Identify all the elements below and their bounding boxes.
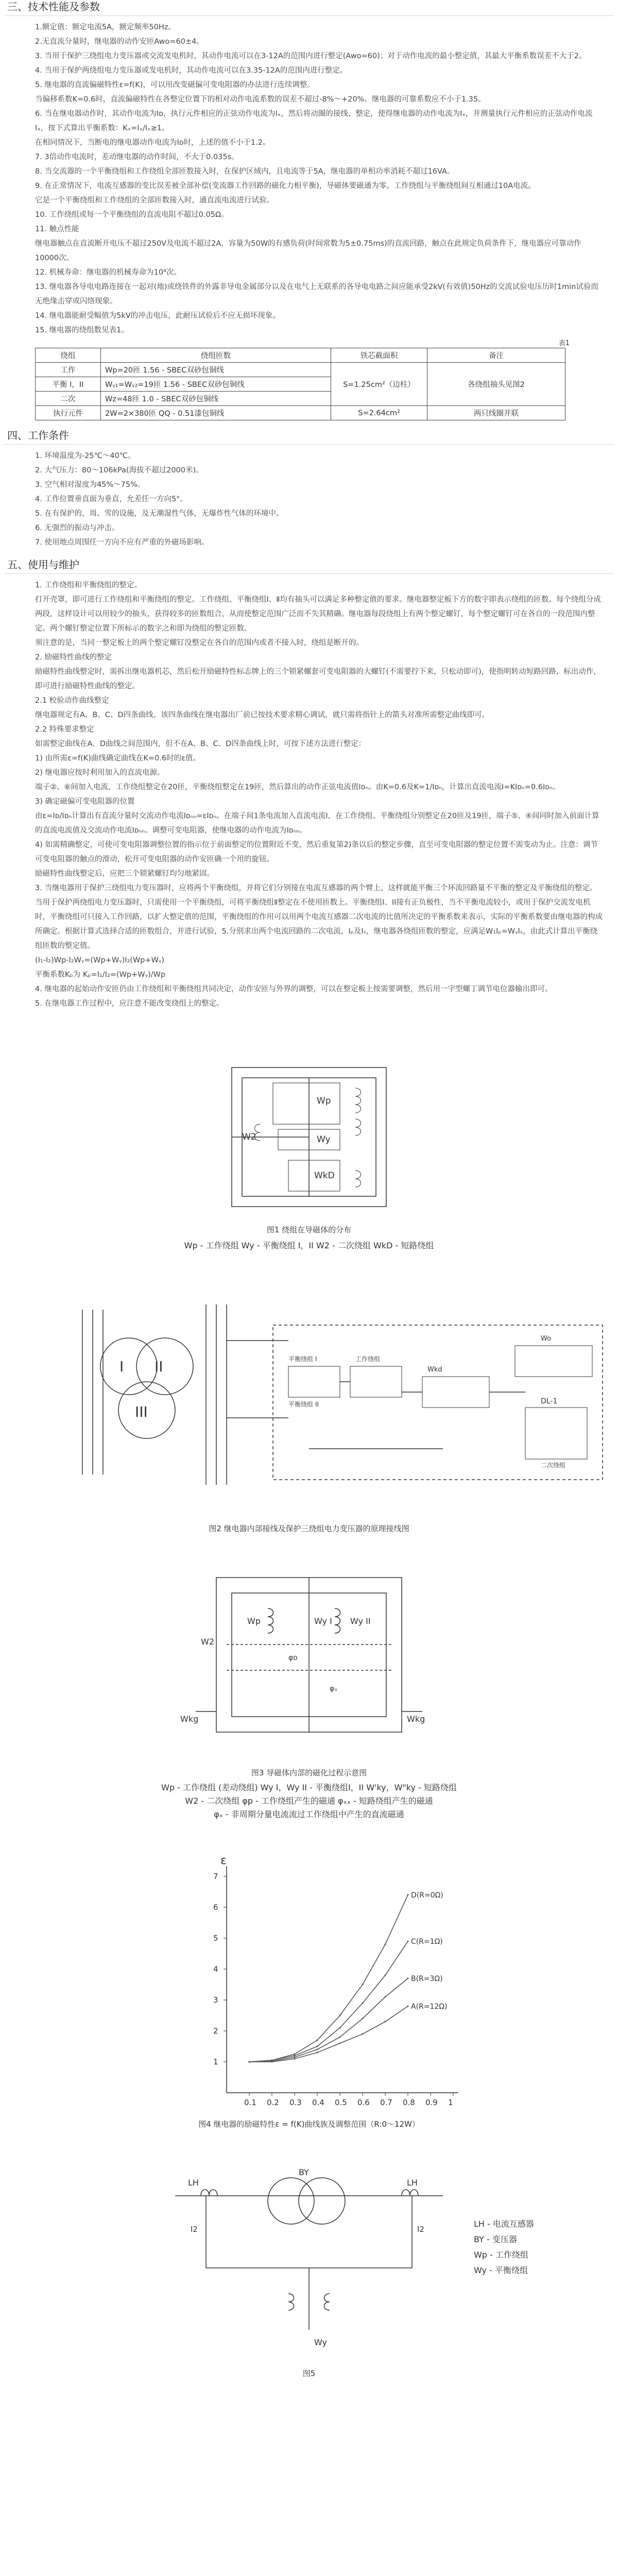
- fig5-legend-2: BY - 变压器: [474, 2234, 517, 2244]
- section-header: [4, 558, 614, 574]
- data-point: [407, 2006, 409, 2007]
- figure-1-legend: Wp - 工作绕组 Wy - 平衡绕组 I，II W2 - 二次绕组 WkD - 短路绕组: [184, 1241, 434, 1250]
- table-cell: 各绕组抽头见图2: [427, 363, 565, 406]
- paragraph: 7. 3倍动作电流时，差动继电器的动作时间，不大于0.035s。: [35, 153, 239, 161]
- x-tick-label: 0.3: [289, 2098, 302, 2107]
- data-point: [339, 2015, 341, 2016]
- table-cell: Wp=20匝 1.56 - SBEC双砂包铜线: [101, 363, 331, 377]
- y-axis-label: ε: [220, 1856, 227, 1867]
- data-point: [317, 2049, 318, 2050]
- series-line: [249, 2006, 408, 2062]
- fig5-legend-1: LH - 电流互感器: [474, 2219, 534, 2229]
- fig5-label-lh1: LH: [188, 2178, 199, 2188]
- fig2-label-ii: II: [154, 1358, 163, 1375]
- section-tech-params: [4, 0, 614, 420]
- fig2-label-secondary: 二次绕组: [541, 1462, 566, 1469]
- x-tick-label: 0.7: [380, 2098, 392, 2107]
- fig3-label-phip: φᴅ: [288, 1654, 298, 1662]
- fig5-label-i2-right: I2: [417, 2225, 424, 2234]
- paragraph: 2. 大气压力：80～106kPa(海拔不超过2000米)。: [35, 466, 203, 474]
- fig5-legend-4: Wy - 平衡绕组: [474, 2265, 528, 2275]
- table-cell: S=2.64cm²: [331, 406, 427, 420]
- paragraph: 5. 继电器的直流偏磁特性ε=f(K)，可以用改变磁偏可变电阻器的办法进行连续调整。: [35, 81, 315, 89]
- x-tick-label: 1: [448, 2098, 453, 2107]
- x-tick-label: 0.6: [357, 2098, 370, 2107]
- data-point: [339, 2037, 341, 2038]
- table-header-cell: 绕组匝数: [101, 348, 331, 363]
- paragraph: 4. 当用于保护两绕组电力变压器或发电机时，其动作电流可以在3.35-12A的范围内进行整定。: [35, 66, 348, 75]
- fig2-label-i: I: [119, 1358, 124, 1375]
- fig2-label-balance1: 平衡绕组 I: [288, 1355, 317, 1363]
- data-point: [317, 2052, 318, 2054]
- paragraph: 3. 空气相对湿度为45%～75%。: [35, 481, 145, 489]
- table-header-cell: 备注: [427, 348, 565, 363]
- series-line: [249, 1978, 408, 2062]
- paragraph: 当偏移系数K=0.6时，直流偏磁特性在各整定位置下的相对动作电流系数的误差不超过-8%～+20%。继电器的可靠系数应不小于1.35。: [35, 95, 486, 104]
- figure-1: [0, 1062, 618, 1258]
- fig1-label-w2: W2: [242, 1132, 256, 1142]
- x-tick-label: 0.1: [244, 2098, 256, 2107]
- paragraph: 7. 使用地点周围任一方向不应有严重的外磁场影响。: [35, 538, 209, 547]
- figure-3-diagram: [0, 1567, 618, 1763]
- data-point: [294, 2054, 296, 2055]
- table-cell: 2W=2×380匝 QQ - 0.51漆包铜线: [101, 406, 331, 420]
- paragraph: 2.2 特殊要求整定: [35, 725, 94, 734]
- data-point: [407, 1894, 409, 1896]
- fig1-label-wkd: WkD: [314, 1171, 335, 1181]
- y-tick-label: 7: [213, 1872, 218, 1881]
- section-header: [4, 0, 614, 16]
- series-label: A(R=12Ω): [411, 2003, 448, 2011]
- x-tick-label: 0.4: [312, 2098, 324, 2107]
- figure-2-diagram: [0, 1289, 618, 1516]
- data-point: [294, 2055, 296, 2057]
- fig5-label-by: BY: [299, 2167, 309, 2177]
- paragraph: 8. 当交流器的一个平衡绕组和工作绕组全部匝数接入时，在保护区域内，且电流等于5A，继电器的单相功率消耗不超过16VA。: [35, 167, 455, 176]
- figure-4: [0, 1856, 618, 2144]
- x-tick-label: 0.8: [403, 2098, 415, 2107]
- data-point: [249, 2061, 250, 2063]
- fig2-label-working: 工作绕组: [355, 1355, 381, 1363]
- paragraph: 2) 继电器应按时利用加入的直流电源。: [35, 769, 165, 777]
- y-tick-label: 5: [213, 1934, 218, 1943]
- table-cell: Wz=48匝 1.0 - SBEC双砂包铜线: [101, 392, 331, 406]
- fig2-label-dl1: DL-1: [541, 1397, 558, 1405]
- paragraph: (I₁-I₂)Wp-I₂Wᵧ=(Wp+Wᵧ)I₂(Wp+Wᵧ): [35, 956, 165, 964]
- data-point: [362, 2018, 364, 2020]
- paragraph: 4. 继电器的起始动作安匝仍由工作绕组和平衡绕组共同决定，动作安匝与外界的调整，可以在整定板上按需要调整，然后用一字型螺丁调节电位器输出即可。: [35, 985, 553, 993]
- figure-3-legend-1: Wp - 工作绕组 (差动绕组) Wy I，Wy II - 平衡绕组I，II W'ky，W"ky - 短路绕组: [161, 1783, 457, 1792]
- paragraph: 9. 在正常情况下，电流互感器的变比误差被全部补偿(变流器工作回路的磁化力相平衡)，导磁体要磁通为零。工作绕组与平衡绕组间互相通过10A电流。: [35, 182, 536, 190]
- data-point: [339, 2027, 341, 2029]
- section-title: 五、使用与维护: [7, 558, 79, 571]
- table-row: [36, 363, 565, 377]
- paragraph: 3. 当用于保护三绕组电力变压器或交流发电机时，其动作电流可以在3-12A的范围内进行整定(Awo=60)；对于动作电流的最小整定值，其最大平衡系数误差不大于2。: [35, 52, 587, 60]
- paragraph: 继电器触点在直流断开电压不超过250V及电流不超过2A，容量为50W的有感负荷(时间常数为5±0.75ms)的直流回路，触点在此规定负荷条件下，继电器应可靠动作10000次。: [35, 240, 581, 262]
- fig2-label-balance2: 平衡绕组 II: [288, 1401, 319, 1408]
- fig3-label-wkg1: Wkg: [180, 1714, 199, 1724]
- paragraph: 3) 确定磁偏可变电阻器的位置: [35, 798, 135, 806]
- table-cell: 执行元件: [36, 406, 101, 420]
- paragraph: 3. 当继电器用于保护三绕组电力变压器时，应将两个平衡绕组，并将它们分别接在电流互感器的两个臂上，这样就能平衡三个环流回路量不平衡的整定及平衡绕组的整定。当用于保护两绕组电力变压器时，只需使用一个平衡绕组，可将平衡绕组Ⅱ整定在不使用匝数上。平衡绕组I、II接有正负极性，当不平衡电流较小，或用于保护交流发电机时，平衡绕组可只接入工作回路，以扩大整定值的范围，平衡绕组的作用可以用两个电流互感器二次电流的比值所决定的平衡系数来表示，实际的平衡系数要由继电器的构成所确定。根据计算式选择合适的匝数组合，并进行试验，5.分别求出两个电流回路的二次电流，Iₚ及Iₛ，继电器各绕组匝数的整定，应满足W₁Iₚ=WᵧIₛ，由此式计算出平衡绕组匝数的整定值。: [35, 884, 603, 950]
- table-cell: S=1.25cm²（边柱）: [331, 363, 427, 406]
- paragraph: 励磁特性曲线整定时，需拆出继电器机芯，然后松开励磁特性标志牌上的三个锁紧螺套可变电阻器的大螺钉(不需要拧下来，只松动即可)，使指明转动短路回路，标出动作，即可进行励磁特性曲线的整定。: [35, 668, 601, 690]
- y-tick-label: 4: [213, 1964, 218, 1974]
- table-caption: 表1: [558, 340, 570, 347]
- fig2-label-wo: Wo: [541, 1335, 552, 1343]
- data-point: [317, 2046, 318, 2047]
- section-working-conditions: [4, 429, 614, 550]
- paragraph: 14. 继电器能耐受幅值为5kV的冲击电压，此耐压试验后不应无损坏现象。: [35, 312, 280, 320]
- figure-1-caption: 图1 绕组在导磁体的分布: [266, 1225, 352, 1234]
- data-point: [294, 2058, 296, 2060]
- data-point: [407, 1978, 409, 1979]
- series-label: B(R=3Ω): [411, 1975, 443, 1983]
- fig2-label-iii: III: [135, 1403, 148, 1420]
- winding-table: [35, 348, 565, 420]
- paragraph: 2.1 校验动作曲线整定: [35, 697, 109, 705]
- y-tick-label: 1: [213, 2057, 218, 2066]
- paragraph: 端子②、⑥间加入电流，工作绕组整定在20匝，平衡绕组整定在19匝，然后算出的动作正弦电流值Iᴅₙ。由K=0.6及K=1/Iᴅₙ，计算出直流电流I=KIᴅₙ=0.6Iᴅₙ。: [35, 783, 560, 791]
- fig3-label-wkg2: Wkg: [407, 1714, 425, 1724]
- table-cell: 二次: [36, 392, 101, 406]
- section-usage-maintenance: [4, 558, 614, 1011]
- figure-5-diagram: [0, 2165, 618, 2361]
- paragraph: 5. 在继电器工作过程中，应注意不能改变绕组上的整定。: [35, 999, 224, 1008]
- fig1-label-wy: Wy: [317, 1134, 331, 1145]
- paragraph: 平衡系数Kₚ为 Kₚ=I₁/I₂=(Wp+Wᵧ)/Wp: [35, 971, 166, 979]
- paragraph: 4) 如需精确整定，可使可变电阻器调整位置的指示位于前面整定的位置附近不变，然后重复第2)条以后的整定步骤，直至可变电阻器的整定位置不需变动为止。注意：调节可变电阻器的触点的滑动，松开可变电阻器的动作安匝确一个用的旋钮。: [35, 841, 598, 863]
- paragraph: 13. 继电器各导电电路连接在一起对(地)或绕铁件的外露非导电金属部分以及在电气上无联系的各导电电路之间应能承受2kV(有效值)50Hz的交流试验电压历时1min试验而无绝缘击穿或闪络现象。: [35, 283, 598, 306]
- data-point: [362, 2003, 364, 2004]
- paragraph: 励磁特性曲线整定后，应把三个锁紧螺钉均匀地紧固。: [35, 870, 214, 878]
- paragraph: 在相同情况下，当断电的继电器动作电流为Iᴅ时，上述的值不小于1.2。: [35, 139, 270, 147]
- paragraph: 2.无直流分量时，继电器的动作安匝Awo=60±4。: [35, 38, 204, 46]
- figure-3-legend-2: W2 - 二次绕组 φp - 工作绕组产生的磁通 φₓₓ - 短路绕组产生的磁通: [185, 1796, 433, 1806]
- paragraph: 10. 工作绕组或每一个平衡绕组的直流电阻不超过0.05Ω。: [35, 211, 229, 219]
- fig3-label-phix: φₓ: [330, 1685, 338, 1693]
- figure-2: [0, 1289, 618, 1547]
- paragraph: 它是一个平衡绕组和工作绕组的全部匝数接入时，通直流电流进行试验。: [35, 196, 274, 205]
- series-label: C(R=1Ω): [411, 1938, 443, 1946]
- paragraph: 由ε=Iᴅ/Iᴅₙ计算出有直流分量时交流动作电流Iᴅₙₙ=εIᴅₙ。在端子间1条电流加入直流电流I，在工作绕组、平衡绕组分别整定在20匝及19匝，端子⑤、④间同时加入前面计算的直流电流值及交流动作电流Iᴅₙₙ。调整可变电阻器，使继电器的动作电流为Iᴅₙₙ。: [35, 812, 599, 835]
- table-row: [36, 406, 565, 420]
- table-cell: Wᵧ₁=Wᵧ₂=19匝 1.56 - SBEC双砂包铜线: [101, 377, 331, 392]
- paragraph: 1.额定值：额定电流5A，额定频率50Hz。: [35, 23, 176, 31]
- data-point: [385, 2021, 386, 2023]
- x-tick-label: 0.5: [335, 2098, 347, 2107]
- fig5-label-lh2: LH: [407, 2178, 418, 2188]
- table-cell: 工作: [36, 363, 101, 377]
- figure-3-legend-3: φₓ - 非周期分量电流流过工作绕组中产生的直流磁通: [214, 1809, 404, 1819]
- table-header-cell: 铁芯截面积: [331, 348, 427, 363]
- fig5-label-i2-left: I2: [191, 2225, 198, 2234]
- section-title: 三、技术性能及参数: [7, 1, 100, 13]
- table-cell: 两只线圈并联: [427, 406, 565, 420]
- paragraph: 继电器规定有A、B、C、D四条曲线。该四条曲线在继电器出厂前已按技术要求精心调试，就只需将指针上的箭头对准所需整定曲线即可。: [35, 711, 490, 719]
- data-point: [385, 1975, 386, 1976]
- paragraph: 5. 在有保护的，周、雪的设施，及无潮湿性气体，无爆炸性气体的环境中。: [35, 510, 284, 518]
- section-body: [4, 449, 614, 550]
- data-point: [362, 1984, 364, 1986]
- data-point: [294, 2057, 296, 2058]
- data-point: [362, 2033, 364, 2035]
- section-title: 四、工作条件: [7, 429, 69, 442]
- data-point: [339, 2043, 341, 2044]
- paragraph: 11. 触点性能: [35, 225, 79, 233]
- figure-5-caption: 图5: [302, 2369, 316, 2378]
- section-header: [4, 429, 614, 445]
- fig5-label-wy: Wy: [314, 2337, 328, 2347]
- paragraph: 12. 机械寿命：继电器的机械寿命为10⁴次。: [35, 268, 181, 277]
- data-point: [271, 2061, 273, 2063]
- fig1-label-wp: Wp: [317, 1096, 331, 1106]
- y-tick-label: 3: [213, 1995, 218, 2005]
- figure-5: [0, 2165, 618, 2392]
- figure-2-caption: 图2 继电器内部接线及保护三绕组电力变压器的原理接线图: [209, 1524, 409, 1533]
- paragraph: 1) 由所需ε=f(K)曲线确定曲线在K=0.6时的ε值。: [35, 754, 200, 762]
- figure-1-diagram: [0, 1062, 618, 1217]
- fig3-label-wy2: Wy II: [350, 1616, 371, 1626]
- section-body: [4, 20, 614, 337]
- figure-4-chart: [0, 1856, 618, 2113]
- data-point: [385, 1944, 386, 1945]
- fig2-label-wkd: Wkd: [427, 1366, 442, 1374]
- table-header-cell: 绕组: [36, 348, 101, 363]
- paragraph: 1. 环境温度为-25℃～40℃。: [35, 452, 135, 460]
- paragraph: 打开壳罩，即可进行工作绕组和平衡绕组的整定。工作绕组、平衡绕组Ⅰ、Ⅱ均有抽头可以满足多种整定值的要求。继电器整定板下方的数字即表示绕组的匝数。每个绕组分成两段，这样设计可以用较少的抽头，获得较多的匝数组合，从而使整定范围广泛而不失其精确。继电器每段绕组上有两个整定螺钉，每个整定螺钉可在各自的一段范围内整定。两个螺钉整定位置下所标示的数字之和即为绕组的整定匝数。: [35, 596, 601, 633]
- paragraph: 2. 励磁特性曲线的整定: [35, 653, 112, 662]
- figure-3: [0, 1567, 618, 1835]
- paragraph: 15. 继电器的绕组数见表1。: [35, 326, 129, 334]
- data-point: [385, 1996, 386, 1998]
- paragraph: 4. 工作位置垂直面为垂直，允差任一方向5°。: [35, 495, 187, 503]
- y-tick-label: 2: [213, 2026, 218, 2036]
- y-tick-label: 6: [213, 1903, 218, 1912]
- fig3-label-wp: Wp: [247, 1616, 261, 1626]
- fig3-label-w2: W2: [201, 1637, 214, 1647]
- data-point: [407, 1941, 409, 1942]
- figure-4-caption: 图4 继电器的励磁特性ε = f(K)曲线族及调整范围（R:0～12W）: [198, 2120, 420, 2129]
- fig3-label-wy1: Wy I: [314, 1616, 332, 1626]
- paragraph: 须注意的是，当同一整定板上的两个整定螺钉没整定在各自的范围内或者不接入时，绕组是断开的。: [35, 639, 364, 647]
- figure-3-caption: 图3 导磁体内部的磁化过程示意图: [251, 1768, 367, 1777]
- paragraph: 如需整定曲线在A、D曲线之间范围内，但不在A、B、C、D四条曲线上时，可按下述方法进行整定：: [35, 740, 366, 748]
- table-cell: 平衡 I，II: [36, 377, 101, 392]
- section-body: [4, 578, 614, 1011]
- paragraph: 1. 工作绕组和平衡绕组的整定。: [35, 581, 142, 589]
- x-tick-label: 0.9: [425, 2098, 438, 2107]
- data-point: [317, 2040, 318, 2041]
- table-header-row: [36, 348, 565, 363]
- x-tick-label: 0.2: [267, 2098, 279, 2107]
- fig5-legend-3: Wp - 工作绕组: [474, 2250, 528, 2260]
- series-label: D(R=0Ω): [411, 1891, 443, 1900]
- paragraph: 6. 当在继电器动作时，其动作电流为Iᴅ，执行元件相应的正弦动作电流为Iₓ，然后将动圈的接线、整定，使得继电器的动作电流为Iₓ，并测量执行元件相应的正弦动作电流Iₓ，按下式算出平衡系数：Kₓ=Iₓ/Iₓ≥1。: [35, 110, 593, 132]
- paragraph: 6. 无强烈的振动与冲击。: [35, 524, 119, 532]
